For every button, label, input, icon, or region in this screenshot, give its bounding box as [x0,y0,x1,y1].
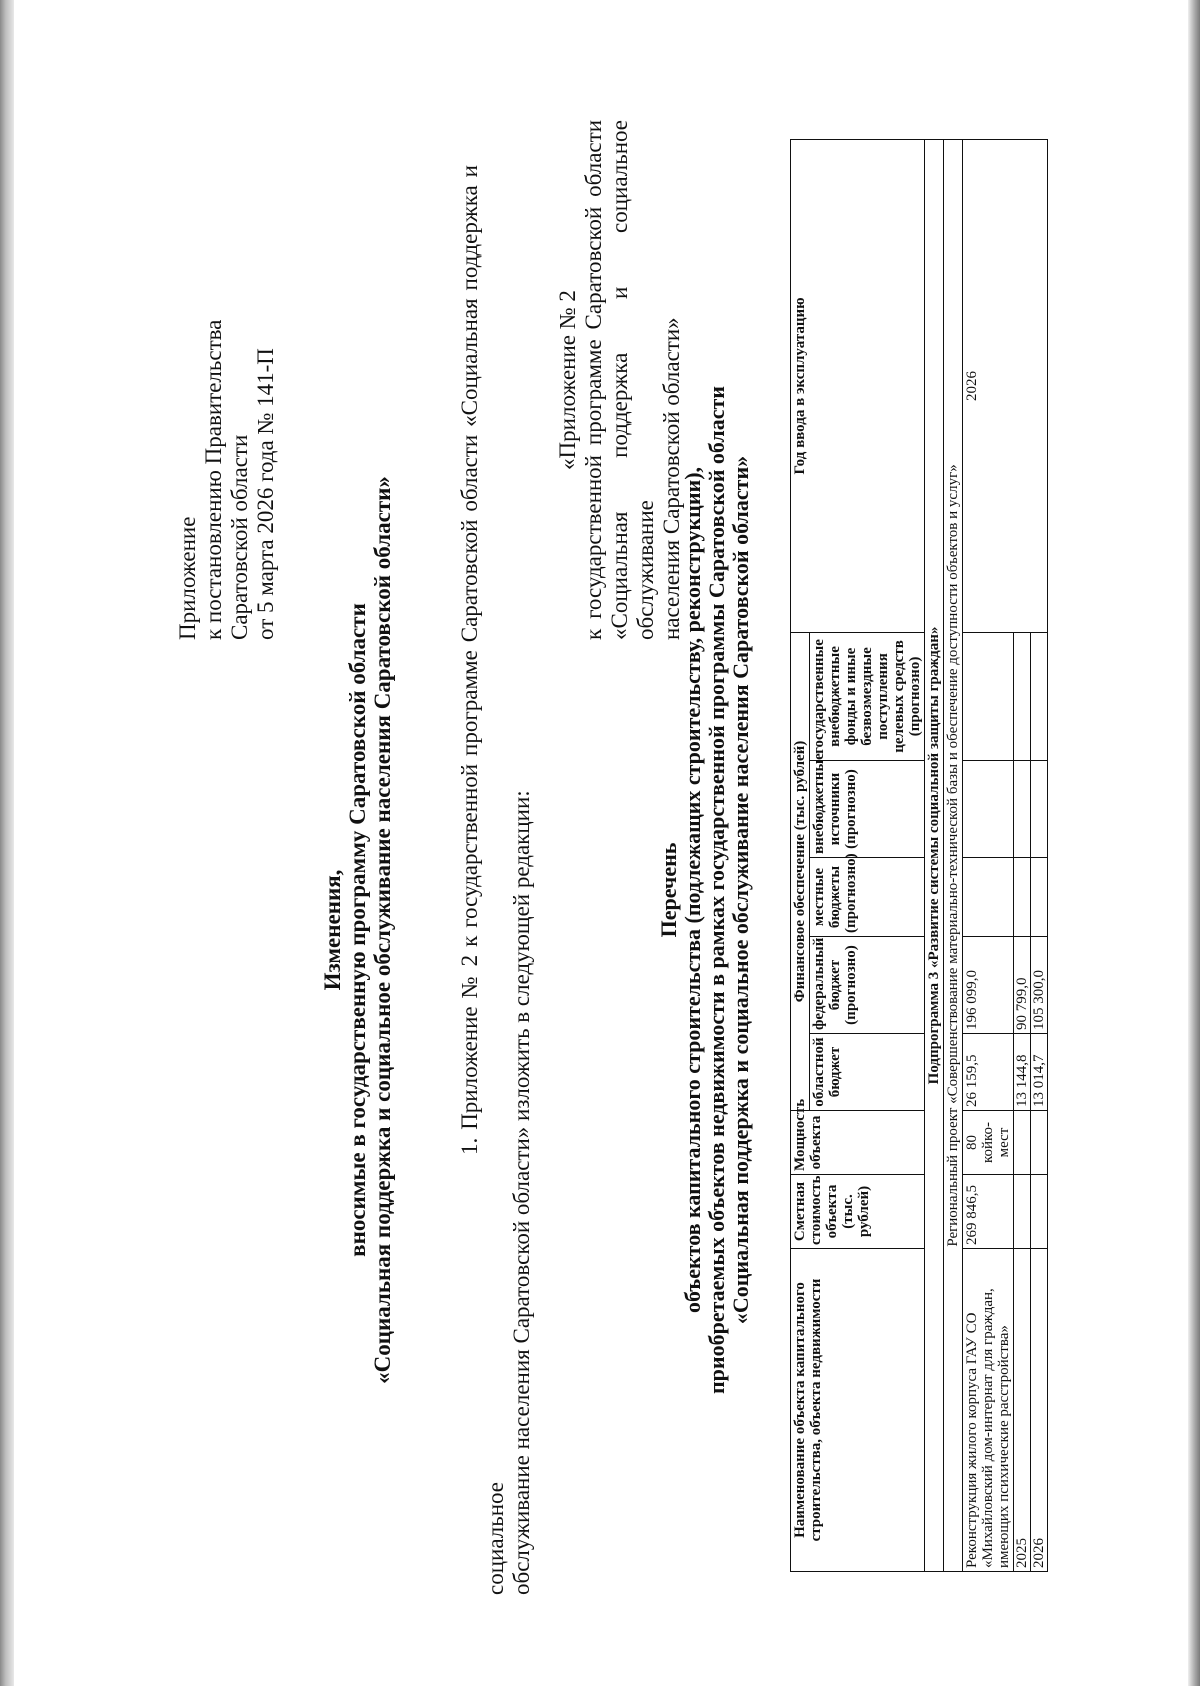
col-header-year: Год ввода в эксплуатацию [791,139,925,632]
project-row [944,139,963,1571]
year-capacity-cell [1031,1111,1048,1175]
col-header-local: местные бюджеты (прогнозно) [810,858,925,937]
year-extra-cell [1014,761,1031,858]
appendix-line: от 5 марта 2026 года № 141-П [253,348,278,640]
col-header-extra: внебюджетные источники (прогнозно) [810,761,925,858]
year-local-cell [1031,858,1048,937]
object-local-cell [963,858,1014,937]
object-name-cell: Реконструкция жилого корпуса ГАУ СО «Михайловский дом-интернат для граждан, имеющих психические расстройства» [963,1249,1014,1572]
col-header-financing: Финансовое обеспечение (тыс. рублей) [791,632,810,1110]
year-local-cell [1014,858,1031,937]
appendix-line: Саратовской области [227,434,252,640]
year-state-funds-cell [1031,632,1048,760]
object-federal-cell: 196 099,0 [963,937,1014,1034]
col-header-name: Наименование объекта капитального строительства, объекта недвижимости [791,1249,925,1572]
year-federal-cell: 90 799,0 [1014,937,1031,1034]
col-header-regional: областной бюджет [810,1034,925,1111]
year-label-cell: 2025 [1014,1249,1031,1572]
year-cost-cell [1031,1175,1048,1249]
heading-line: вносимые в государственную программу Саратовской области [345,603,370,1257]
project-cell: Региональный проект «Совершенствование материально-технической базы и обеспечение доступности объектов и услуг» [944,139,963,1571]
heading-line: «Социальная поддержка и социальное обслуживание населения Саратовской области» [370,476,395,1384]
table-header-row [791,139,810,1571]
year-regional-cell: 13 144,8 [1014,1034,1031,1111]
capital-objects-table [790,139,1048,1572]
list-heading-line: объектов капитального строительства (подлежащих строительству, реконструкции), [680,466,705,1314]
subprogram-cell: Подпрограмма 3 «Развитие системы социальной защиты граждан» [925,139,944,1571]
table-row [963,139,1014,1571]
subprogram-row [925,139,944,1571]
col-header-capacity: Мощность объекта [791,1111,925,1175]
scan-edge-left [0,0,14,1686]
object-cost-cell: 269 846,5 [963,1175,1014,1249]
appendix-line: Приложение [175,516,200,640]
col-header-cost: Сметная стоимость объекта (тыс. рублей) [791,1175,925,1249]
year-federal-cell: 105 300,0 [1031,937,1048,1034]
object-year-cell: 2026 [963,139,1048,632]
paragraph-line: 1. Приложение № 2 к государственной программе Саратовской области «Социальная поддержка и социальное [457,165,508,1595]
amendment-paragraph [457,165,535,1595]
annex2-line: к государственной программе Саратовской области [581,120,606,640]
paragraph-line: обслуживание населения Саратовской области» изложить в следующей редакции: [509,790,534,1595]
col-header-state-funds: государственные внебюджетные фонды и иные безвозмездные поступления целевых средств (прогнозно) [810,632,925,760]
list-heading [657,170,753,1610]
annex2-line: «Приложение № 2 [555,290,580,470]
col-header-federal: федеральный бюджет (прогнозно) [810,937,925,1034]
list-heading-line: Перечень [656,842,681,938]
list-heading-line: приобретаемых объектов недвижимости в рамках государственной программы Саратовской области [704,386,729,1394]
annex2-line: «Социальная поддержка и социальное обслуживание [607,120,658,640]
document-sheet [25,70,1155,1640]
year-extra-cell [1031,761,1048,858]
scan-edge-right [1188,0,1200,1686]
object-extra-cell [963,761,1014,858]
object-state-funds-cell [963,632,1014,760]
annex2-line: населения Саратовской области» [659,317,684,640]
appendix-line: к постановлению Правительства [201,319,226,640]
appendix-block [175,120,279,640]
year-capacity-cell [1014,1111,1031,1175]
document-heading [320,300,395,1560]
object-capacity-cell: 80 койко-мест [963,1111,1014,1175]
year-state-funds-cell [1014,632,1031,760]
list-heading-line: «Социальная поддержка и социальное обслуживание населения Саратовской области» [728,455,753,1325]
year-regional-cell: 13 014,7 [1031,1034,1048,1111]
year-cost-cell [1014,1175,1031,1249]
year-label-cell: 2026 [1031,1249,1048,1572]
heading-line: Изменения, [320,869,345,991]
object-regional-cell: 26 159,5 [963,1034,1014,1111]
